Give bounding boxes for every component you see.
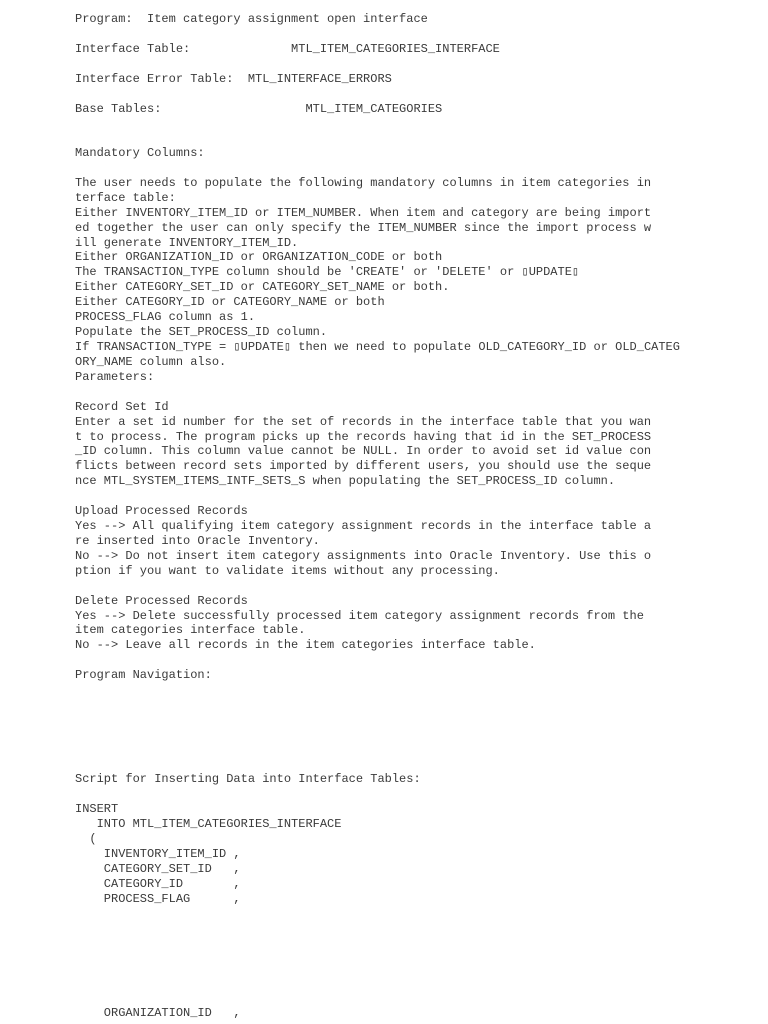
script-line: ( (75, 832, 97, 846)
navigation-heading: Program Navigation: (75, 668, 212, 682)
delete-heading: Delete Processed Records (75, 594, 248, 608)
record-set-line: t to process. The program picks up the records having that id in the SET_PROCESS (75, 430, 652, 444)
script-line: CATEGORY_ID , (75, 877, 241, 891)
parameters-heading: Parameters: (75, 370, 155, 384)
mandatory-line: ill generate INVENTORY_ITEM_ID. (75, 236, 299, 250)
upload-line: ption if you want to validate items without any processing. (75, 564, 500, 578)
mandatory-line: terface table: (75, 191, 176, 205)
record-set-line: nce MTL_SYSTEM_ITEMS_INTF_SETS_S when populating the SET_PROCESS_ID column. (75, 474, 616, 488)
record-set-line: _ID column. This column value cannot be NULL. In order to avoid set id value con (75, 444, 652, 458)
base-tables-line: Base Tables: MTL_ITEM_CATEGORIES (75, 102, 443, 116)
mandatory-line: Either CATEGORY_ID or CATEGORY_NAME or both (75, 295, 385, 309)
script-line: PROCESS_FLAG , (75, 892, 241, 906)
upload-line: re inserted into Oracle Inventory. (75, 534, 320, 548)
mandatory-line: PROCESS_FLAG column as 1. (75, 310, 256, 324)
delete-line: Yes --> Delete successfully processed item category assignment records from the (75, 609, 644, 623)
upload-heading: Upload Processed Records (75, 504, 248, 518)
mandatory-line: The TRANSACTION_TYPE column should be 'CREATE' or 'DELETE' or ▯UPDATE▯ (75, 265, 580, 279)
upload-line: Yes --> All qualifying item category assignment records in the interface table a (75, 519, 652, 533)
program-line: Program: Item category assignment open interface (75, 12, 428, 26)
script-line: ORGANIZATION_ID , (75, 1006, 241, 1020)
mandatory-line: Either ORGANIZATION_ID or ORGANIZATION_CODE or both (75, 250, 443, 264)
interface-error-table-line: Interface Error Table: MTL_INTERFACE_ERRORS (75, 72, 392, 86)
mandatory-line: Either CATEGORY_SET_ID or CATEGORY_SET_NAME or both. (75, 280, 450, 294)
mandatory-line: If TRANSACTION_TYPE = ▯UPDATE▯ then we need to populate OLD_CATEGORY_ID or OLD_CATEG (75, 340, 680, 354)
mandatory-heading: Mandatory Columns: (75, 146, 205, 160)
delete-line: item categories interface table. (75, 623, 306, 637)
mandatory-line: ORY_NAME column also. (75, 355, 227, 369)
record-set-heading: Record Set Id (75, 400, 169, 414)
script-line: INVENTORY_ITEM_ID , (75, 847, 241, 861)
record-set-line: flicts between record sets imported by different users, you should use the seque (75, 459, 652, 473)
upload-line: No --> Do not insert item category assignments into Oracle Inventory. Use this o (75, 549, 652, 563)
mandatory-line: Populate the SET_PROCESS_ID column. (75, 325, 328, 339)
script-line: INTO MTL_ITEM_CATEGORIES_INTERFACE (75, 817, 342, 831)
mandatory-line: ed together the user can only specify the ITEM_NUMBER since the import process w (75, 221, 652, 235)
delete-line: No --> Leave all records in the item categories interface table. (75, 638, 536, 652)
script-line: CATEGORY_SET_ID , (75, 862, 241, 876)
script-line: INSERT (75, 802, 119, 816)
mandatory-line: The user needs to populate the following mandatory columns in item categories in (75, 176, 652, 190)
interface-table-line: Interface Table: MTL_ITEM_CATEGORIES_INTERFACE (75, 42, 500, 56)
record-set-line: Enter a set id number for the set of records in the interface table that you wan (75, 415, 652, 429)
mandatory-line: Either INVENTORY_ITEM_ID or ITEM_NUMBER. When item and category are being import (75, 206, 652, 220)
script-heading: Script for Inserting Data into Interface Tables: (75, 772, 421, 786)
